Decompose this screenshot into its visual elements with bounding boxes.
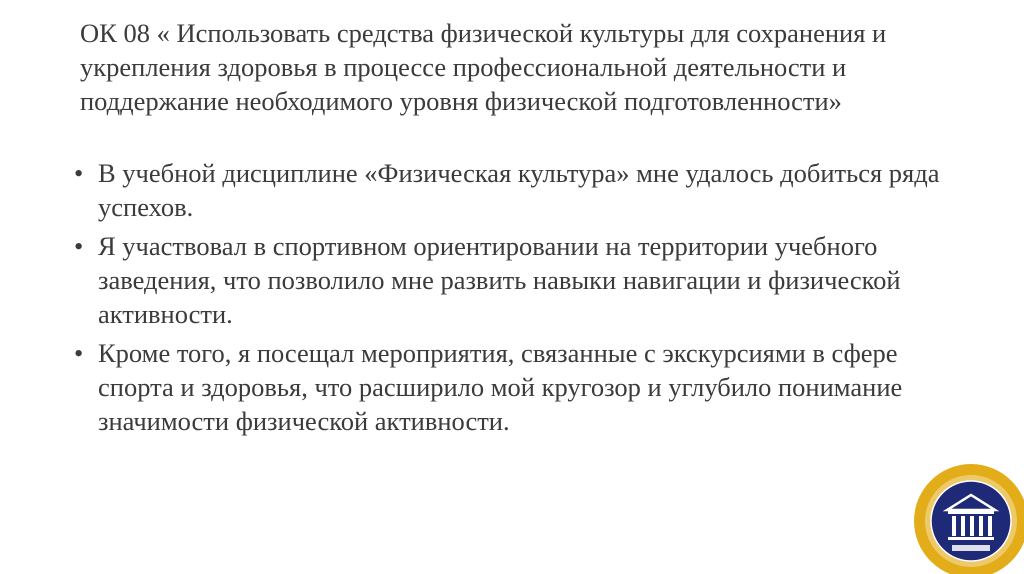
bullet-marker: •	[74, 231, 84, 261]
bullet-marker: •	[74, 158, 84, 188]
bullet-text: Кроме того, я посещал мероприятия, связанные с экскурсиями в сфере спорта и здоровья, что расширило мой кругозор и углубило понимание значимости физической активности.	[98, 338, 903, 436]
slide-title: ОК 08 « Использовать средства физической культуры для сохранения и укрепления здоровья в процессе профессиональной деятельности и поддержание необходимого уровня физической подготовленности»	[80, 18, 887, 116]
bullet-marker: •	[74, 338, 84, 368]
bullet-item	[74, 336, 974, 438]
college-emblem-icon	[912, 462, 1024, 574]
bullet-item	[74, 229, 974, 331]
bullet-text: В учебной дисциплине «Физическая культура» мне удалось добиться ряда успехов.	[98, 158, 940, 222]
bullet-text: Я участвовал в спортивном ориентировании на территории учебного заведения, что позволило мне развить навыки навигации и физической активности.	[98, 231, 901, 329]
bullet-list	[74, 156, 974, 443]
bullet-item	[74, 156, 974, 224]
